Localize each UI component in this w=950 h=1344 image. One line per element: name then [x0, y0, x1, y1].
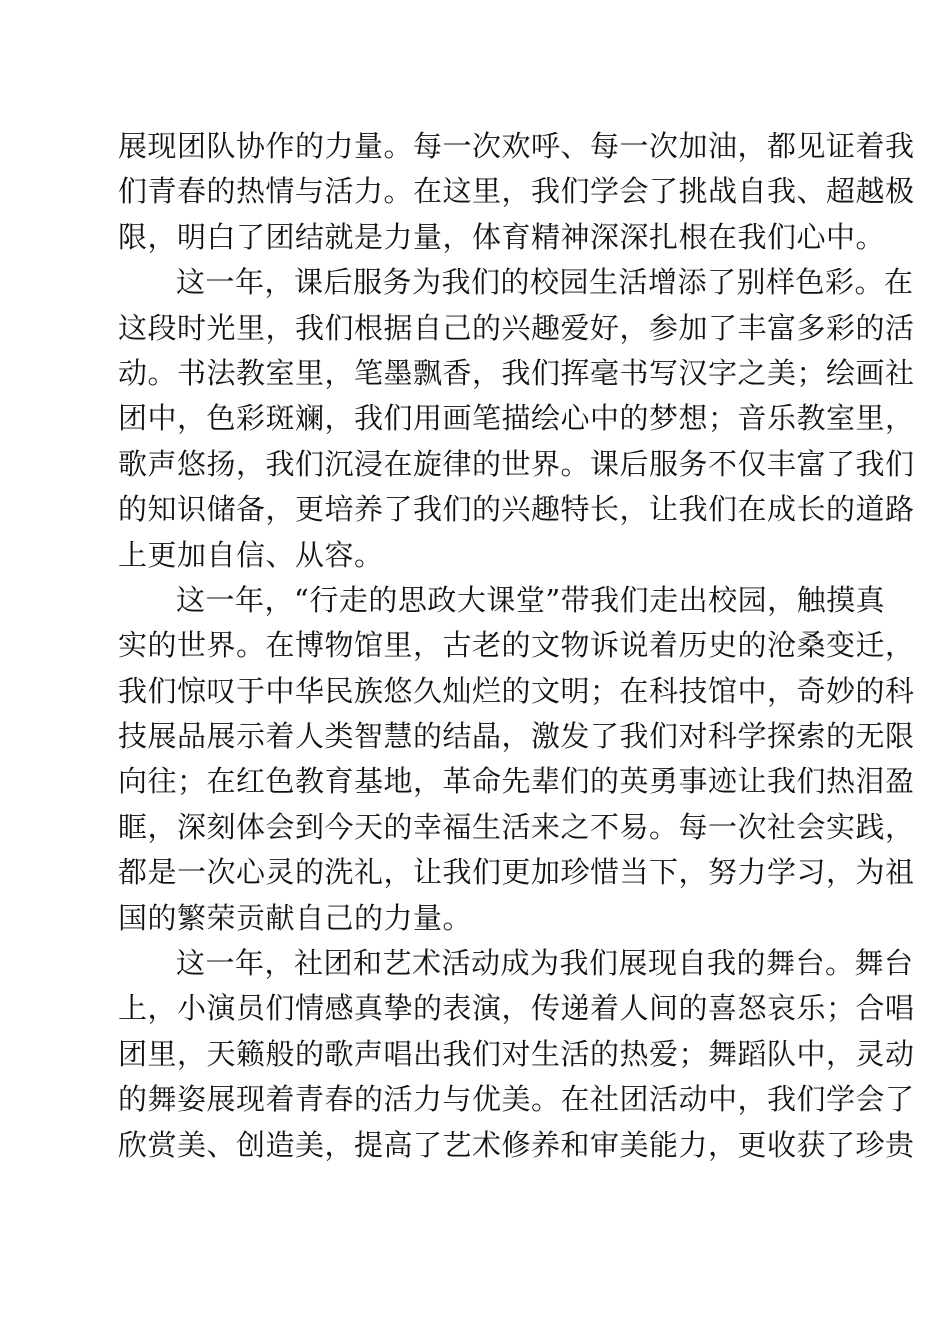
text-line: 欣赏美、创造美，提高了艺术修养和审美能力，更收获了珍贵	[118, 1127, 915, 1162]
text-line: 国的繁荣贡献自己的力量。	[118, 900, 473, 935]
text-line: 动。书法教室里，笔墨飘香，我们挥毫书写汉字之美；绘画社	[118, 355, 915, 390]
body-text	[118, 124, 915, 1168]
text-line: 的舞姿展现着青春的活力与优美。在社团活动中，我们学会了	[118, 1082, 915, 1117]
text-line: 限，明白了团结就是力量，体育精神深深扎根在我们心中。	[118, 219, 886, 254]
text-line: 展现团队协作的力量。每一次欢呼、每一次加油，都见证着我	[118, 129, 915, 163]
paragraph-start-line: 这一年，课后服务为我们的校园生活增添了别样色彩。在	[176, 265, 914, 300]
paragraph-start-line: 这一年，“行走的思政大课堂”带我们走出校园，触摸真	[176, 582, 886, 617]
text-line: 上更加自信、从容。	[118, 537, 384, 572]
text-line: 技展品展示着人类智慧的结晶，激发了我们对科学探索的无限	[118, 719, 915, 754]
text-line: 我们惊叹于中华民族悠久灿烂的文明；在科技馆中，奇妙的科	[118, 673, 915, 708]
text-line: 实的世界。在博物馆里，古老的文物诉说着历史的沧桑变迁，	[118, 628, 915, 663]
text-line: 向往；在红色教育基地，革命先辈们的英勇事迹让我们热泪盈	[118, 764, 915, 799]
text-line: 团中，色彩斑斓，我们用画笔描绘心中的梦想；音乐教室里，	[118, 401, 915, 436]
text-line: 眶，深刻体会到今天的幸福生活来之不易。每一次社会实践，	[118, 809, 915, 844]
text-line: 都是一次心灵的洗礼，让我们更加珍惜当下，努力学习，为祖	[118, 855, 915, 890]
text-line: 团里，天籁般的歌声唱出我们对生活的热爱；舞蹈队中，灵动	[118, 1036, 915, 1071]
text-line: 这段时光里，我们根据自己的兴趣爱好，参加了丰富多彩的活	[118, 310, 915, 345]
text-line: 上，小演员们情感真挚的表演，传递着人间的喜怒哀乐；合唱	[118, 991, 915, 1026]
text-line: 们青春的热情与活力。在这里，我们学会了挑战自我、超越极	[118, 174, 915, 209]
text-line: 歌声悠扬，我们沉浸在旋律的世界。课后服务不仅丰富了我们	[118, 446, 915, 481]
paragraph-start-line: 这一年，社团和艺术活动成为我们展现自我的舞台。舞台	[176, 946, 914, 981]
text-line: 的知识储备，更培养了我们的兴趣特长，让我们在成长的道路	[118, 492, 915, 527]
